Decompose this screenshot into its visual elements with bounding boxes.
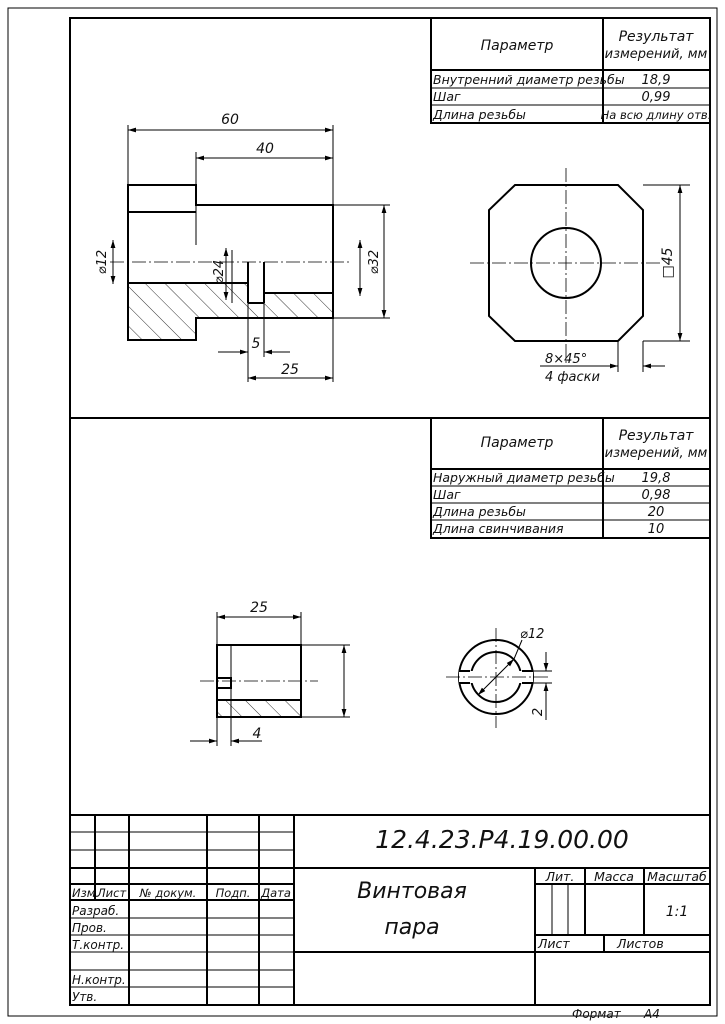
sheet-outer-border [8, 8, 717, 1016]
nut-dim-25: 25 [281, 362, 299, 378]
table1-row-value: На всю длину отв. [600, 108, 712, 122]
row-razrab: Разраб. [72, 904, 120, 918]
listov-label: Листов [617, 936, 664, 951]
table2-header-result-2: измерений, мм [604, 446, 708, 461]
table1-header-result-1: Результат [618, 29, 694, 45]
row-utv: Утв. [72, 990, 98, 1004]
table1-header-param: Параметр [480, 38, 554, 54]
screw-dim-2: 2 [531, 707, 546, 717]
screw-front-view [190, 600, 350, 746]
nut-dim-d24: ⌀24 [212, 259, 227, 285]
nut-side-view [470, 168, 690, 385]
table-1 [431, 18, 711, 123]
nut-dim-60: 60 [221, 112, 239, 128]
list-label: Лист [538, 936, 570, 951]
nut-dim-5: 5 [251, 336, 261, 352]
col-date: Дата [261, 886, 291, 900]
table2-row-value: 10 [647, 522, 665, 537]
format-value: А4 [644, 1007, 660, 1021]
part-name-line1: Винтовая [357, 879, 467, 904]
massa-label: Масса [594, 869, 634, 884]
nut-chamfer-label: 8×45° [545, 352, 588, 367]
row-nkontr: Н.контр. [72, 973, 126, 987]
scale-value: 1:1 [665, 904, 689, 920]
col-sign: Подп. [215, 886, 251, 900]
part-name-line2: пара [384, 915, 440, 940]
table1-row-value: 18,9 [641, 73, 671, 88]
table1-header-result-2: измерений, мм [604, 47, 708, 62]
col-list: Лист [97, 886, 127, 900]
table1-row-value: 0,99 [641, 90, 671, 105]
screw-side-view [446, 627, 552, 728]
sheet-frame [70, 18, 710, 1005]
row-prov: Пров. [72, 921, 107, 935]
screw-dim-4: 4 [252, 726, 262, 742]
table2-header-param: Параметр [480, 435, 554, 451]
masshtab-label: Масштаб [647, 869, 707, 884]
nut-chamfer-note: 4 фаски [545, 370, 600, 385]
nut-dim-d12: ⌀12 [95, 249, 110, 275]
table1-row-param: Внутренний диаметр резьбы [433, 72, 625, 87]
table2-row-value: 0,98 [641, 488, 671, 503]
screw-dim-25: 25 [250, 600, 268, 616]
doc-number: 12.4.23.Р4.19.00.00 [375, 825, 629, 854]
table2-row-param: Длина резьбы [433, 504, 526, 519]
nut-section-view [95, 112, 390, 382]
lit-label: Лит. [545, 869, 575, 884]
table1-row-param: Длина резьбы [433, 107, 526, 122]
screw-dim-d12: ⌀12 [520, 627, 545, 642]
table2-row-value: 20 [647, 505, 665, 520]
col-docnum: № докум. [139, 886, 197, 900]
table-2 [431, 418, 710, 538]
table2-row-param: Шаг [433, 487, 461, 502]
table2-row-param: Наружный диаметр резьбы [433, 470, 615, 485]
format-label: Формат [572, 1007, 621, 1021]
nut-dim-40: 40 [256, 141, 274, 157]
nut-dim-square-45: □45 [660, 247, 676, 279]
table2-header-result-1: Результат [618, 428, 694, 444]
nut-dim-d32: ⌀32 [367, 249, 382, 275]
table2-row-value: 19,8 [641, 471, 671, 486]
title-block [70, 815, 710, 1005]
col-izm: Изм. [72, 886, 100, 900]
table1-row-param: Шаг [433, 89, 461, 104]
table2-row-param: Длина свинчивания [433, 521, 564, 536]
row-tkontr: Т.контр. [72, 938, 125, 952]
